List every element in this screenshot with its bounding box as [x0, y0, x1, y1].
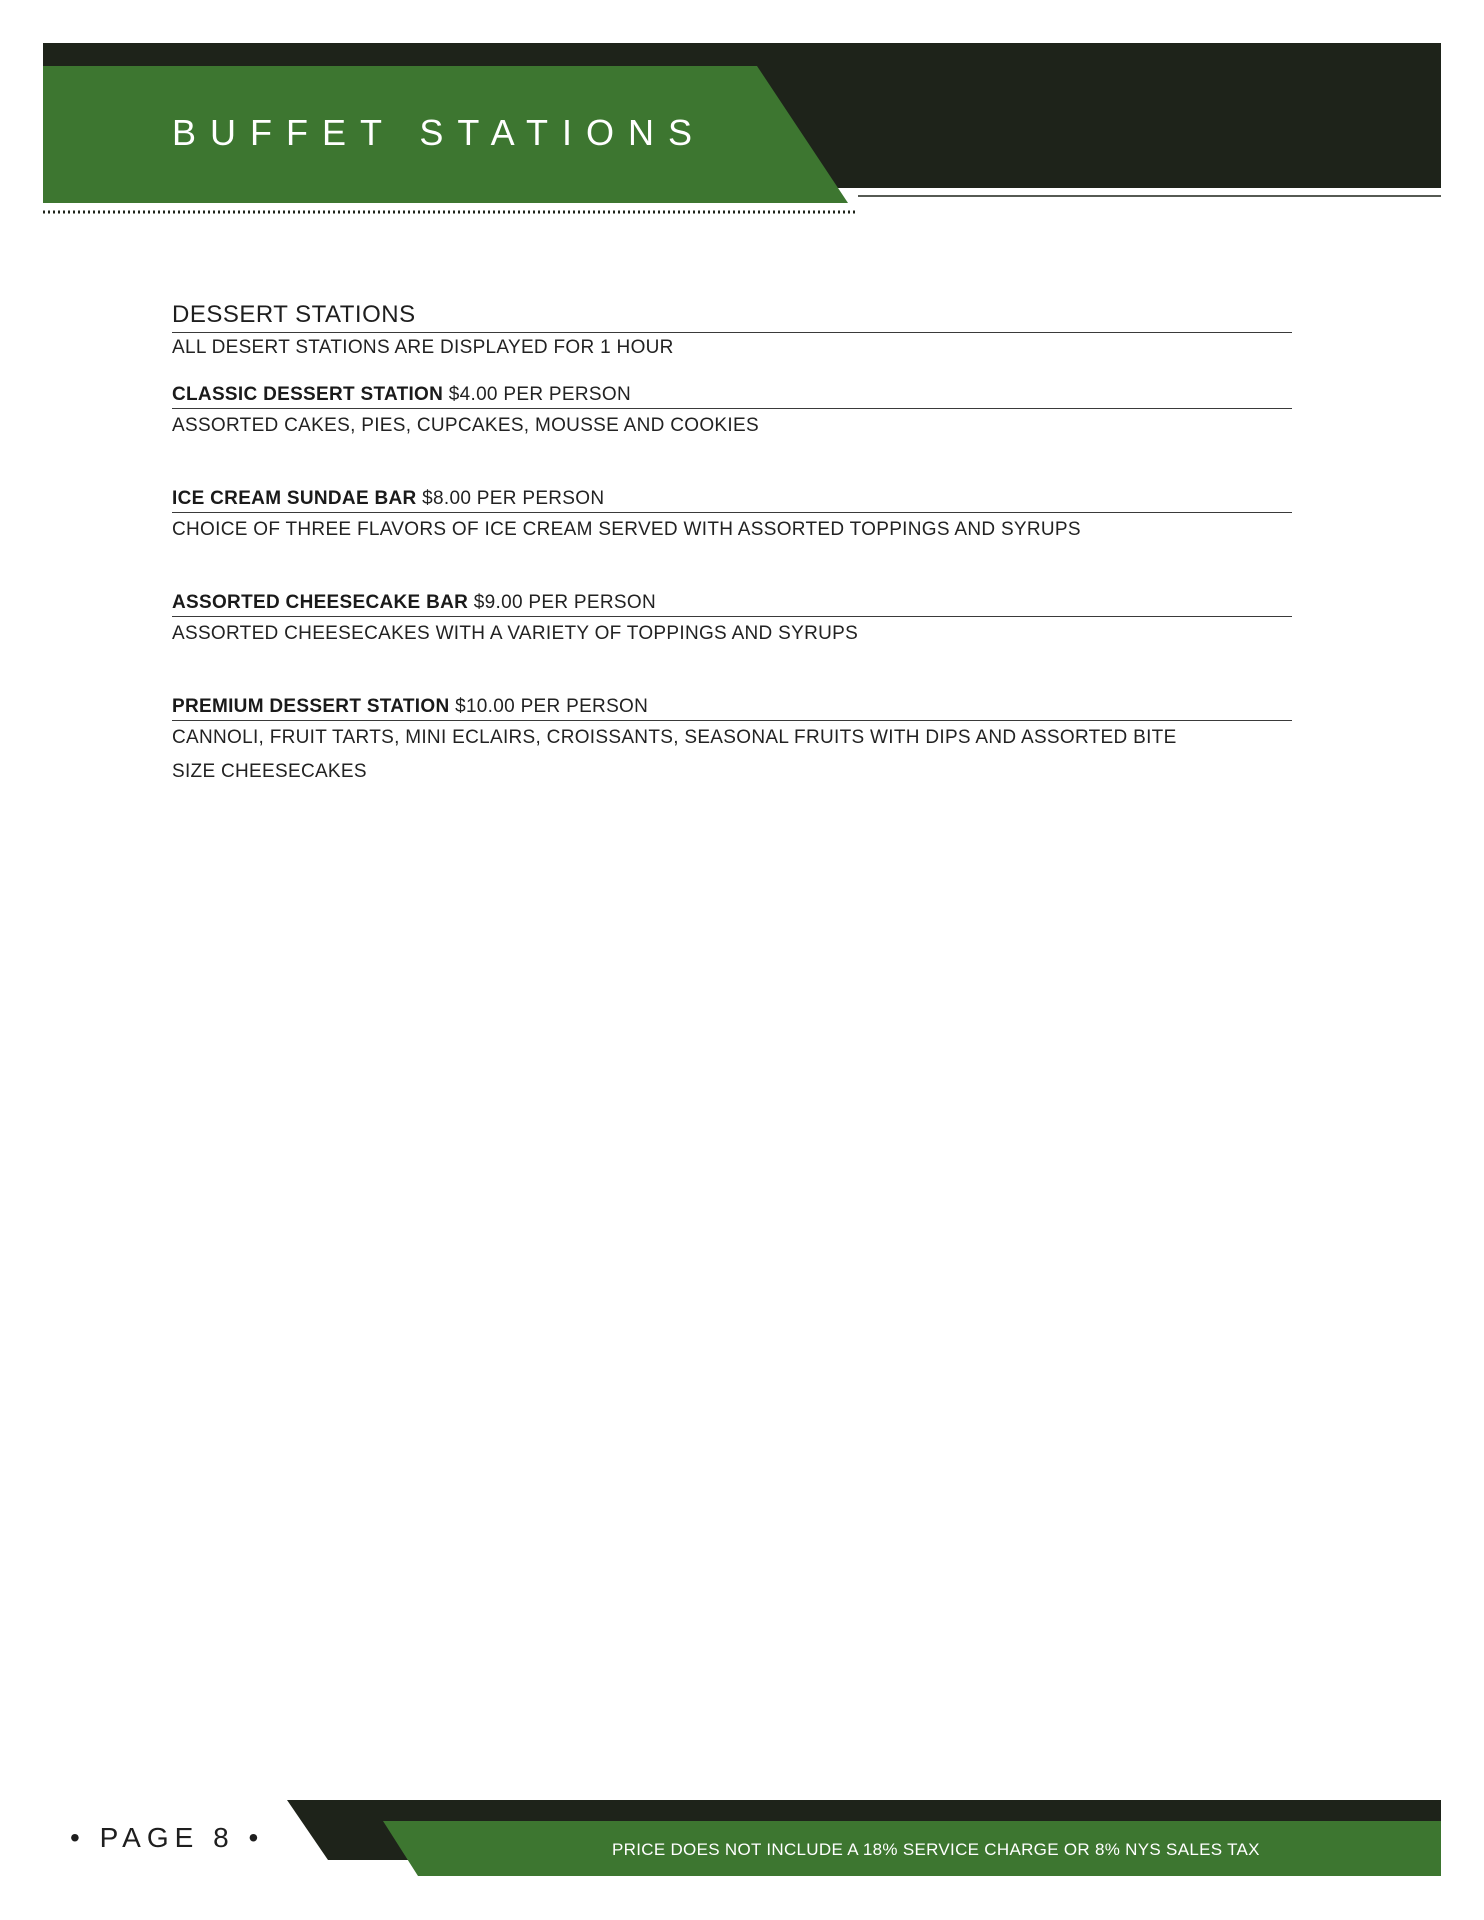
station-price: $4.00 PER PERSON: [448, 384, 631, 405]
station-cheesecake-bar: [172, 590, 1292, 651]
station-name: ASSORTED CHEESECAKE BAR: [172, 592, 469, 613]
station-classic-dessert: [172, 382, 1292, 443]
station-name: CLASSIC DESSERT STATION: [172, 384, 444, 405]
station-header: [172, 382, 1292, 409]
footer-banner: [0, 1800, 1484, 1920]
station-name: PREMIUM DESSERT STATION: [172, 696, 450, 717]
station-price: $10.00 PER PERSON: [455, 696, 649, 717]
station-header: [172, 590, 1292, 617]
menu-content: [172, 300, 1292, 789]
station-description: CANNOLI, FRUIT TARTS, MINI ECLAIRS, CROISSANTS, SEASONAL FRUITS WITH DIPS AND ASSORTED BITE SIZE CHEESECAKES: [172, 727, 1177, 782]
station-name: ICE CREAM SUNDAE BAR: [172, 488, 417, 509]
station-price: $9.00 PER PERSON: [473, 592, 656, 613]
section-heading: DESSERT STATIONS: [172, 300, 1292, 333]
station-ice-cream-sundae-bar: [172, 486, 1292, 547]
footer-note: PRICE DOES NOT INCLUDE A 18% SERVICE CHARGE OR 8% NYS SALES TAX: [612, 1840, 1260, 1859]
station-description: ASSORTED CHEESECAKES WITH A VARIETY OF TOPPINGS AND SYRUPS: [172, 623, 859, 644]
station-price: $8.00 PER PERSON: [422, 488, 605, 509]
station-header: [172, 694, 1292, 721]
station-description: ASSORTED CAKES, PIES, CUPCAKES, MOUSSE AND COOKIES: [172, 415, 759, 436]
page-number: • PAGE 8 •: [70, 1822, 265, 1853]
station-description: CHOICE OF THREE FLAVORS OF ICE CREAM SERVED WITH ASSORTED TOPPINGS AND SYRUPS: [172, 519, 1081, 540]
station-premium-dessert: [172, 694, 1292, 789]
station-header: [172, 486, 1292, 513]
page-title: BUFFET STATIONS: [172, 112, 707, 153]
section-note: ALL DESERT STATIONS ARE DISPLAYED FOR 1 HOUR: [172, 337, 674, 358]
